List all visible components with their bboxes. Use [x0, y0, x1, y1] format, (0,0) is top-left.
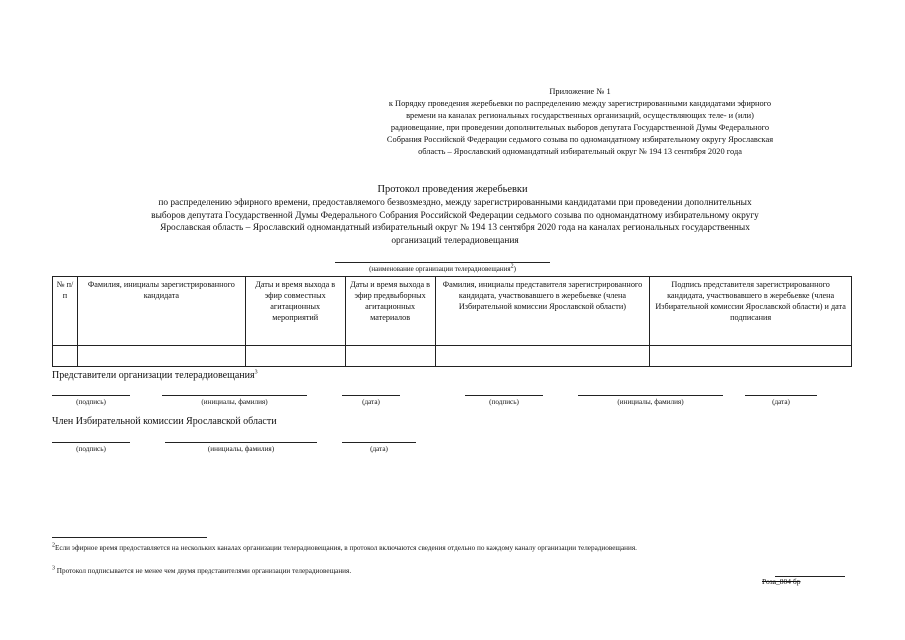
commission-heading: Член Избирательной комиссии Ярославской области — [52, 416, 277, 427]
header-signature: Подпись представителя зарегистрированного кандидата, участвовавшего в жеребьевке (члена Избирательной комиссии Ярославской области) и дата подписания — [650, 277, 852, 346]
signature-caption: (подпись) — [76, 445, 106, 453]
date-line[interactable] — [745, 395, 817, 396]
org-caption-text: (наименование организации телерадиовещания — [369, 265, 511, 273]
subtitle-line: Ярославская область – Ярославский одномандатный избирательный округ № 194 13 сентября 2020 года на каналах региональных государственных — [160, 223, 750, 233]
footnote — [52, 566, 812, 576]
footnote-text: Если эфирное время предоставляется на нескольких каналах организации телерадиовещания, в протокол включаются сведения отдельно по каждому каналу организации телерадиовещания. — [55, 544, 637, 552]
date-caption: (дата) — [772, 398, 790, 406]
table-cell[interactable] — [435, 346, 650, 367]
table-row — [53, 346, 852, 367]
footnote-ref: 2 — [510, 263, 514, 270]
name-caption: (инициалы, фамилия) — [617, 398, 684, 406]
footnote — [52, 543, 812, 553]
document-subtitle — [40, 197, 870, 247]
signature-line[interactable] — [52, 395, 130, 396]
header-representative: Фамилия, инициалы представителя зарегистрированного кандидата, участвовавшего в жеребьевке (члена Избирательной комиссии Ярославской области) — [435, 277, 650, 346]
org-caption-close: ) — [513, 265, 516, 273]
name-line[interactable] — [578, 395, 723, 396]
header-joint-events: Даты и время выхода в эфир совместных агитационных мероприятий — [245, 277, 345, 346]
org-name-line — [335, 262, 550, 263]
footnote-separator — [52, 537, 207, 538]
table-cell[interactable] — [345, 346, 435, 367]
name-caption: (инициалы, фамилия) — [201, 398, 268, 406]
name-line[interactable] — [162, 395, 307, 396]
org-name-caption — [335, 265, 550, 273]
table-cell[interactable] — [650, 346, 852, 367]
date-caption: (дата) — [370, 445, 388, 453]
appendix-header — [330, 86, 830, 158]
appendix-line: времени на каналах региональных государственных организаций, осуществляющих теле- и (или) — [406, 111, 754, 120]
signature-caption: (подпись) — [489, 398, 519, 406]
date-line[interactable] — [342, 442, 416, 443]
footnote-number: 3 — [52, 565, 55, 572]
subtitle-line: выборов депутата Государственной Думы Федерального Собрания Российской Федерации седьмого созыва по одномандатному избирательному округу — [151, 210, 759, 221]
table-cell[interactable] — [77, 346, 245, 367]
table-header-row — [53, 277, 852, 346]
date-line[interactable] — [342, 395, 400, 396]
header-materials: Даты и время выхода в эфир предвыборных агитационных материалов — [345, 277, 435, 346]
footnote-number: 2 — [52, 542, 55, 549]
appendix-line: область – Ярославский одномандатный избирательный округ № 194 13 сентября 2020 года — [418, 147, 742, 156]
footnote-ref: 3 — [254, 369, 258, 376]
subtitle-line: по распределению эфирного времени, предоставляемого безвозмездно, между зарегистрированными кандидатами при проведении дополнительных — [158, 198, 752, 208]
protocol-table — [52, 276, 852, 367]
document-code-stamp: Роза_804 бр — [762, 577, 801, 586]
header-candidate: Фамилия, инициалы зарегистрированного кандидата — [77, 277, 245, 346]
appendix-line: Приложение № 1 — [549, 87, 611, 96]
name-line[interactable] — [165, 442, 317, 443]
representatives-heading-text: Представители организации телерадиовещания — [52, 370, 255, 381]
table-cell[interactable] — [245, 346, 345, 367]
subtitle-line: организаций телерадиовещания — [391, 235, 519, 246]
signature-line[interactable] — [52, 442, 130, 443]
footnote-text: Протокол подписывается не менее чем двумя представителями организации телерадиовещания. — [55, 567, 352, 575]
appendix-line: Собрания Российской Федерации седьмого созыва по одномандатному избирательному округу Ярославская — [386, 135, 774, 144]
appendix-line: радиовещание, при проведении дополнительных выборов депутата Государственной Думы Федерального — [390, 123, 770, 132]
signature-line[interactable] — [465, 395, 543, 396]
date-caption: (дата) — [362, 398, 380, 406]
signature-caption: (подпись) — [76, 398, 106, 406]
name-caption: (инициалы, фамилия) — [207, 445, 275, 453]
document-title: Протокол проведения жеребьевки — [377, 184, 528, 195]
representatives-heading — [52, 370, 258, 381]
header-number: № п/п — [53, 277, 78, 346]
appendix-line: к Порядку проведения жеребьевки по распределению между зарегистрированными кандидатами эфирного — [388, 99, 772, 108]
table-cell[interactable] — [53, 346, 78, 367]
